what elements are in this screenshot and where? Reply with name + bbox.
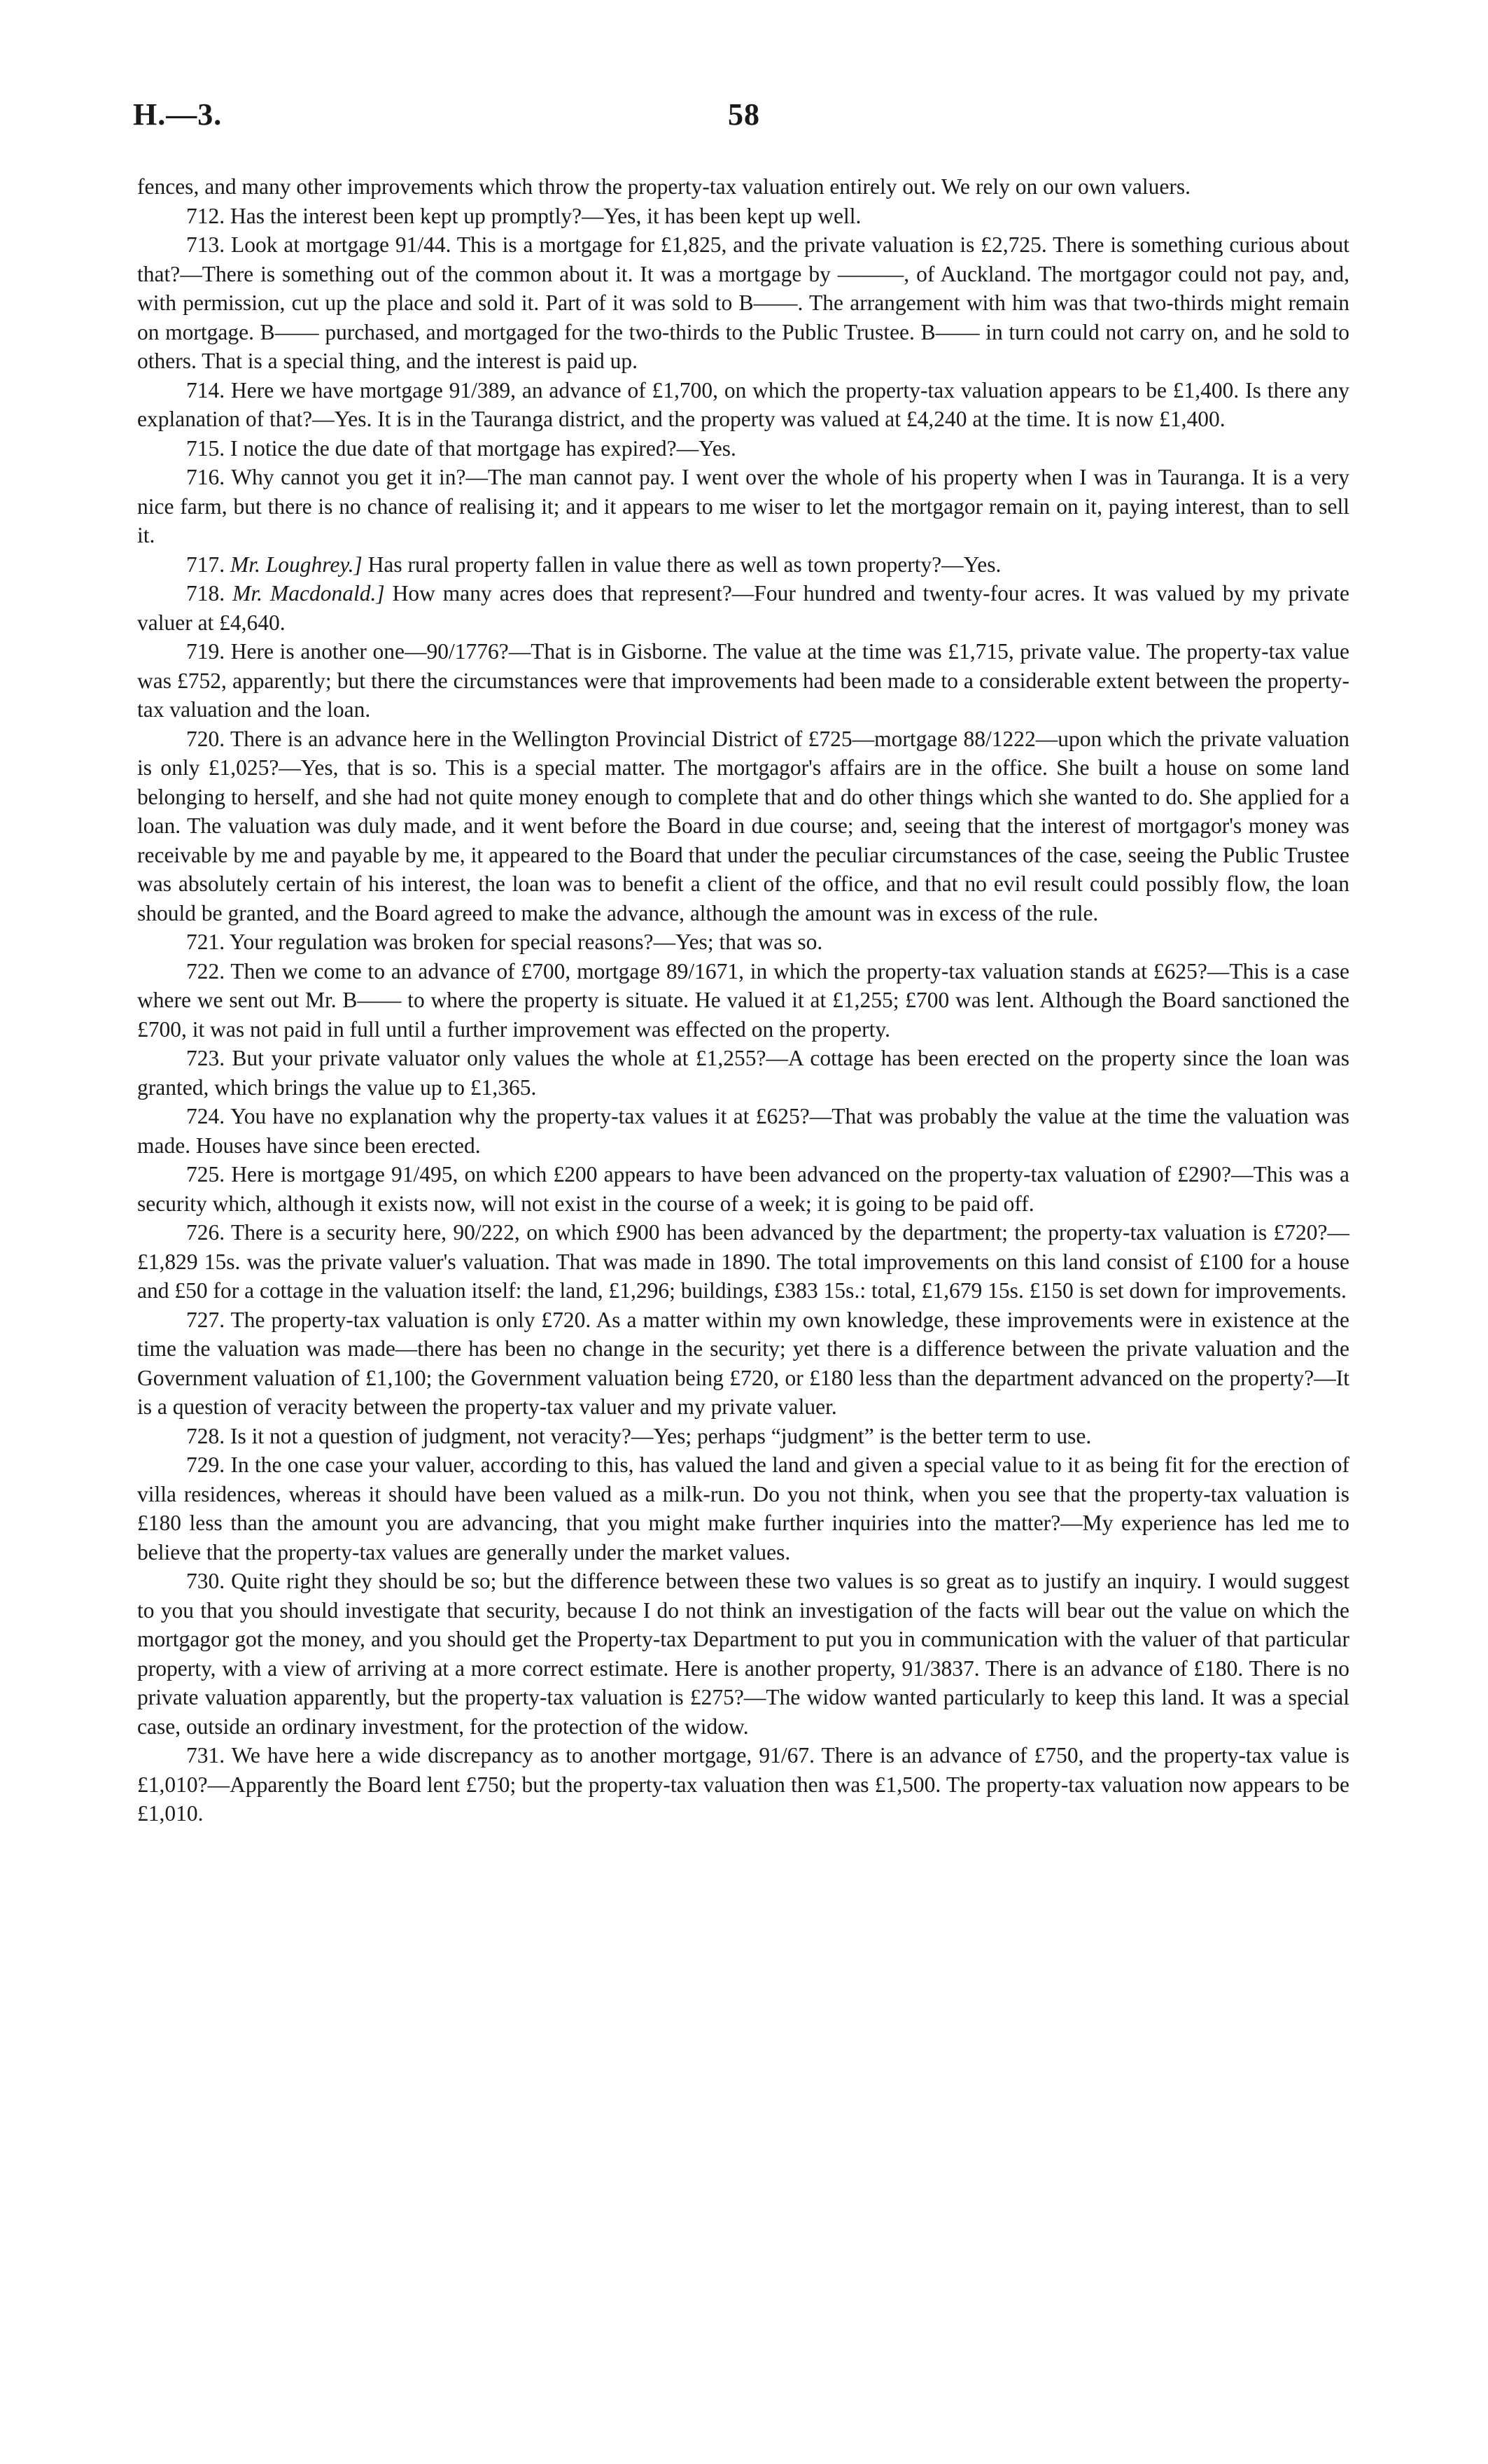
paragraph-718 [137,579,1349,637]
question-number: 723. [186,1046,225,1070]
paragraph-text: Here we have mortgage 91/389, an advance of £1,700, on which the property-tax valuation appears to be £1,400. Is there any explanation of that?—Yes. It is in the Tauranga district, and the property was valued at £4,240 at the time. It is now £1,400. [137,377,1349,431]
paragraph-text: We have here a wide discrepancy as to another mortgage, 91/67. There is an advance of £750, and the property-tax value is £1,010?—Apparently the Board lent £750; but the property-tax valuation then was £1,500. The property-tax valuation now appears to be £1,010. [137,1743,1349,1826]
paragraph-text: Is it not a question of judgment, not veracity?—Yes; perhaps “judgment” is the better term to use. [230,1423,1092,1448]
question-number: 725. [186,1162,225,1186]
question-number: 730. [186,1569,225,1593]
question-number: 716. [186,465,225,489]
paragraph-728 [137,1422,1349,1451]
paragraph-text: Then we come to an advance of £700, mortgage 89/1671, in which the property-tax valuation stands at £625?—This is a case where we sent out Mr. B—— to where the property is situate. He valued it at £1,255; £700 was lent. Although the Board sanctioned the £700, it was not paid in full until a further improvement was effected on the property. [137,958,1349,1042]
speaker-name: Mr. Macdonald.] [232,581,385,606]
paragraph-text: In the one case your valuer, according to this, has valued the land and given a special value to it as being fit for the erection of villa residences, whereas it should have been valued as a milk-run. Do you not think, when you see that the property-tax valuation is £180 less than the amount you are advancing, that you might make further inquiries into the matter?—My experience has led me to believe that the property-tax values are generally under the market values. [137,1452,1349,1564]
question-number: 712. [186,203,225,228]
question-number: 726. [186,1220,225,1245]
paragraph-text: The property-tax valuation is only £720. As a matter within my own knowledge, these improvements were in existence at the time the valuation was made—there has been no change in the security; yet there is a difference between the private valuation and the Government valuation of £1,100; the Government valuation being £720, or £180 less than the department advanced on the property?—It is a question of veracity between the property-tax valuer and my private valuer. [137,1307,1350,1419]
question-number: 728. [186,1423,225,1448]
paragraph-726 [137,1218,1349,1306]
paragraph-724 [137,1102,1349,1160]
running-header [133,84,1355,147]
paragraph-722 [137,957,1349,1044]
body-text [137,172,1349,1828]
question-number: 713. [186,232,225,257]
question-number: 724. [186,1104,225,1128]
paragraph-text: Here is mortgage 91/495, on which £200 appears to have been advanced on the property-tax valuation of £290?—This was a security which, although it exists now, will not exist in the course of a week; it is going to be paid off. [137,1162,1349,1216]
question-number: 729. [186,1452,225,1477]
question-number: 717. [186,552,225,577]
question-number: 731. [186,1743,225,1768]
question-number: 720. [186,726,225,751]
paragraph-text: Quite right they should be so; but the difference between these two values is so great as to justify an inquiry. I would suggest to you that you should investigate that security, because I do not think an investigation of the facts will bear out the value on which the mortgagor got the money, and you should get the Property-tax Department to put you in communication with the valuer of that particular property, with a view of arriving at a more correct estimate. Here is another property, 91/3837. There is an advance of £180. There is no private valuation apparently, but the property-tax valuation is £275?—The widow wanted particularly to keep this land. It was a special case, outside an ordinary investment, for the protection of the widow. [137,1569,1350,1739]
question-number: 718. [186,581,225,606]
paragraph-text: I notice the due date of that mortgage has expired?—Yes. [230,435,736,461]
paragraph-text: How many acres does that represent?—Four hundred and twenty-four acres. It was valued by my private valuer at £4,640. [137,581,1349,635]
question-number: 721. [186,930,225,954]
paragraph-text: You have no explanation why the property-tax values it at £625?—That was probably the value at the time the valuation was made. Houses have since been erected. [137,1104,1349,1158]
paragraph-text: Has rural property fallen in value there as well as town property?—Yes. [367,552,1002,577]
paragraph-714 [137,376,1349,434]
paragraph-text: But your private valuator only values the whole at £1,255?—A cottage has been erected on the property since the loan was granted, which brings the value up to £1,365. [137,1046,1350,1100]
paragraph-text: Your regulation was broken for special reasons?—Yes; that was so. [229,930,823,954]
paragraph-725 [137,1160,1349,1218]
paragraph-729 [137,1450,1349,1567]
paragraph-731 [137,1741,1349,1828]
paragraph-720 [137,724,1349,928]
paragraph-text: Has the interest been kept up promptly?—Yes, it has been kept up well. [230,203,862,228]
paragraph-717 [137,550,1349,580]
paragraph-730 [137,1567,1349,1741]
paragraph-text: Why cannot you get it in?—The man cannot pay. I went over the whole of his property when I was in Tauranga. It is a very nice farm, but there is no chance of realising it; and it appears to me wiser to let the mortgagor remain on it, paying interest, than to sell it. [137,465,1349,547]
speaker-name: Mr. Loughrey.] [230,552,363,577]
series-id: H.—3. [133,97,223,132]
paragraph-text: fences, and many other improvements which throw the property-tax valuation entirely out. We rely on our own valuers. [137,174,1191,199]
paragraph-713 [137,230,1349,376]
paragraph-text: Here is another one—90/1776?—That is in Gisborne. The value at the time was £1,715, private value. The property-tax value was £752, apparently; but there the circumstances were that improvements had been made to a considerable extent between the property-tax valuation and the loan. [137,639,1350,722]
paragraph-text: There is a security here, 90/222, on which £900 has been advanced by the department; the property-tax valuation is £720?—£1,829 15s. was the private valuer's valuation. That was made in 1890. The total improvements on this land consist of £100 for a house and £50 for a cottage in the valuation itself: the land, £1,296; buildings, £383 15s.: total, £1,679 15s. £150 is set down for improvements. [137,1220,1349,1303]
paragraph-712 [137,202,1349,231]
paragraph-719 [137,637,1349,724]
paragraph-715 [137,434,1349,463]
page-number: 58 [728,97,760,132]
question-number: 722. [186,958,225,983]
paragraph-723 [137,1044,1349,1102]
paragraph-text: Look at mortgage 91/44. This is a mortgage for £1,825, and the private valuation is £2,725. There is something curious about that?—There is something out of the common about it. It was a mortgage by ———, of Auckland. The mortgagor could not pay, and, with permission, cut up the place and sold it. Part of it was sold to B——. The arrangement with him was that two-thirds might remain on mortgage. B—— purchased, and mortgaged for the two-thirds to the Public Trustee. B—— in turn could not carry on, and he sold to others. That is a special thing, and the interest is paid up. [137,232,1349,373]
paragraph-text: There is an advance here in the Wellington Provincial District of £725—mortgage 88/1222—upon which the private valuation is only £1,025?—Yes, that is so. This is a special matter. The mortgagor's affairs are in the office. She built a house on some land belonging to herself, and she had not quite money enough to complete that and do other things which she wanted to do. She applied for a loan. The valuation was duly made, and it went before the Board in due course; and, seeing that the interest of mortgagor's money was receivable by me and payable by me, it appeared to the Board that under the peculiar circumstances of the case, seeing the Public Trustee was absolutely certain of his interest, the loan was to benefit a client of the office, and that no evil result could possibly flow, the loan should be granted, and the Board agreed to make the advance, although the amount was in excess of the rule. [137,726,1349,925]
paragraph-727 [137,1306,1349,1422]
paragraph-721 [137,927,1349,957]
question-number: 727. [186,1307,225,1332]
paragraph-continued [137,172,1349,202]
question-number: 719. [186,639,225,664]
question-number: 714. [186,377,225,402]
paragraph-716 [137,463,1349,550]
question-number: 715. [186,435,225,461]
